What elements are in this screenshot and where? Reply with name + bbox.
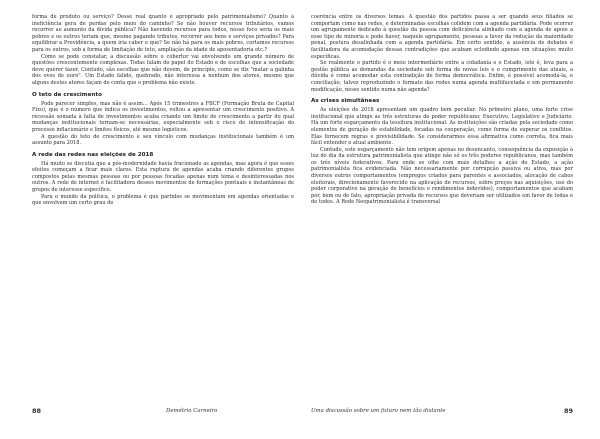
footer-book-title: Uma discussão sobre um futuro nem tão distante xyxy=(311,408,446,414)
left-page-footer xyxy=(32,407,294,415)
page-number: 89 xyxy=(563,407,573,415)
paragraph: A questão do teto de crescimento e seu vínculo com mudanças institucionais também é um assunto para 2018. xyxy=(32,133,294,147)
paragraph: forma de produto ou serviço? Desse real quanto é apropriado pelo patrimonialismo? Quanto à ineficiência gera de perdas pelo meio do caminho? Se não houver recursos tributários, vamos recorrer ao aumento da dívida pública? Não havendo recursos para todos, nosso foco seria os mais pobres e os outros teriam que, mesmo pagando tributos, recorrer aos bens e serviços privados? Para equilibrar a Previdência, a quem iria caber o que? Se não há para os mais pobres, cortamos recursos para os outros, sob a forma de limitação de teto, ampliação da idade de aposentadoria etc.? xyxy=(32,14,294,53)
left-page xyxy=(32,14,294,394)
section-heading: A rede das redes nas eleições de 2018 xyxy=(32,151,154,158)
page-number: 88 xyxy=(32,407,42,415)
paragraph: Para o mundo da política, o problema é que partidos se movimentam em agendas orientadas e que envolvem um certo grau de xyxy=(32,193,294,207)
section-heading: As crises simultâneas xyxy=(311,98,380,105)
paragraph: Pode parecer simples, mas não é assim... Após 15 trimestres a FBCF (Formação Bruta de Capital Fixo), que é o número que indica os investimentos, voltou a apresentar um crescimento positivo. A recessão somada à falta de investimentos acaba criando um limite de crescimento a partir do qual mudanças institucionais tornam-se necessárias, especialmente sob o risco de intensificação do processo inflacionário e limites físicos, até mesmo logísticos. xyxy=(32,100,294,133)
paragraph: Contudo, este esgarçamento não tem origem apenas no desencanto, consequência da exposição à luz do dia da estrutura patrimonialista que atinge não só os três poderes republicanos, mas também os três níveis federativos. Para onde se olhe com mais detalhes a ação do Estado, a ação patrimonialista fica evidenciada. Não necessariamente por corrupção passiva ou ativa, mas por diversos outros comportamentos (empregos criados para parentes e associados, alocação de cabos eleitorais, direcionamento favorecido na aplicação de recursos, sobre preços nas aquisições, uso do poder corporativo na geração de benefícios e rendimentos indevidos), comportamentos que acabam por, bem ou de fato, apropriação privada de recursos que deveriam ser utilizados em favor de todas e de todos. A Rede Neopatrimonialista é transversal xyxy=(311,146,573,206)
paragraph: Se realmente o partido é o meio intermediário entre a cidadania e o Estado, isto é, leva para a gestão pública as demandas da sociedade sob forma de novas leis e o cumprimento das atuais, a dúvida é como acomodar esta contradição de forma democrática. Enfim, é possível acomodá-la, e conciliação, talvez reproduzindo o formato das redes numa agenda multifacetada e em permanente modificação, nesse sentido numa não agenda? xyxy=(311,60,573,93)
paragraph: As eleições de 2018 apresentam um quadro bem peculiar. No primeiro plano, uma forte crise institucional que atinge as três estruturas de poder republicano: Executivo, Legislativo e Judiciário. Há um forte esgarçamento da tessitura institucional. As instituições são criadas pela sociedade como elementos de geração de estabilidade, focadas na cooperação, como forma de superar os conflitos. Elas fornecem regras e previsibilidade. Se considerarmos essa afirmativa como correta, fica mais fácil entender o atual ambiente. xyxy=(311,107,573,147)
paragraph: coerência entre os diversos temas. A questão dos partidos passa a ser quando seus filiados se comportam como nas redes, e determinadas escolhas colidem com a agenda partidária. Pode ocorrer um agrupamento dedicado à questão da pessoa com deficiência alinhado com a agenda de apoio a esse tipo de minoria e pode haver, naquele agrupamento, pessoas a favor da redução da maioridade penal, postura desalinhada com a agenda partidária. Em certo sentido, a ausência de debates é facilitadora da acomodação dessas contradições que acabam eclodindo apenas em situações muito específicas. xyxy=(311,14,573,60)
paragraph: Há muito se discutia que a pós-modernidade havia fracionado as agendas, mas agora é que esses efeitos começam a ficar mais claros. Esta ruptura de agendas acaba criando diferentes grupos compostos pelas mesmas pessoas ou por pessoas focadas apenas num tema e desinteressadas nos outros. A rede de internet é facilitadora desses movimentos de formações pontuais e instantâneas de grupos de interesse específico. xyxy=(32,160,294,194)
right-page xyxy=(311,14,573,394)
section-heading: O teto de crescimento xyxy=(32,91,102,98)
paragraph: Como se pode constatar, a discussão sobre o cobertor vai envolvendo um grande número de questões crescentemente complexas. Todas falam do papel do Estado e de escolhas que a sociedade deve querer fazer. Contudo, são escolhas que não devem, de princípio, como se diz "matar a galinha dos ovos de ouro". Um Estado falido, quebrado, não interessa a nenhum dos atores, mesmo que alguns destes atores façam de conta que o problema não existe. xyxy=(32,53,294,86)
footer-author: Demétrio Carneiro xyxy=(166,408,218,414)
